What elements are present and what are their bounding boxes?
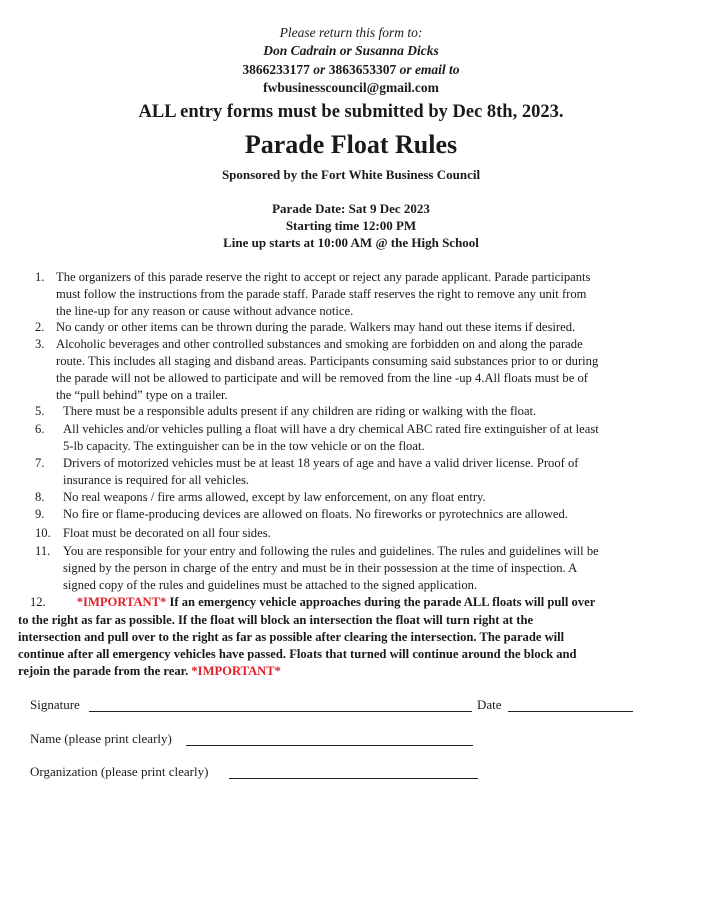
rule-12-line-2: to the right as far as possible. If the float will block an intersection the float will turn right at the	[18, 613, 534, 627]
contact-names: Don Cadrain or Susanna Dicks	[263, 43, 439, 58]
phone-2: 3863653307	[328, 62, 397, 77]
rule-line: Float must be decorated on all four sides.	[63, 526, 271, 540]
rule-number: 8.	[35, 490, 45, 504]
rule-12-text: If an emergency vehicle approaches during the parade ALL floats will pull over	[166, 595, 596, 609]
rule-number: 12.	[30, 595, 46, 609]
rule-line: signed by the person in charge of the entry and must be in their possession at the time of inspection. A	[63, 561, 578, 575]
rule-line: The organizers of this parade reserve the right to accept or reject any parade applicant. Parade participants	[56, 270, 591, 284]
important-marker: *IMPORTANT*	[191, 664, 281, 678]
page-title: Parade Float Rules	[244, 130, 458, 159]
signature-field[interactable]	[89, 711, 472, 712]
rule-line: Alcoholic beverages and other controlled substances and smoking are forbidden on and along the parade	[56, 337, 583, 351]
rule-12-line-4: continue after all emergency vehicles have passed. Floats that turned will continue around the block and	[18, 647, 577, 661]
rule-line: route. This includes all staging and disband areas. Participants consuming said substances prior to or during	[56, 354, 599, 368]
rule-line: You are responsible for your entry and following the rules and guidelines. The rules and guidelines will be	[63, 544, 599, 558]
rule-line: the parade will not be allowed to participate and will be removed from the line -up 4.All floats must be of	[56, 371, 588, 385]
signature-label: Signature	[30, 697, 80, 712]
rule-12-text: rejoin the parade from the rear.	[18, 664, 192, 678]
rule-number: 1.	[35, 270, 45, 284]
rule-line: No real weapons / fire arms allowed, except by law enforcement, on any float entry.	[63, 490, 486, 504]
rule-line: No fire or flame-producing devices are allowed on floats. No fireworks or pyrotechnics are allowed.	[63, 507, 568, 521]
rule-number: 7.	[35, 456, 45, 470]
rule-number: 9.	[35, 507, 45, 521]
or-text: or	[309, 62, 329, 77]
date-label: Date	[477, 697, 502, 712]
rule-number: 5.	[35, 404, 45, 418]
rule-line: the “pull behind” type on a trailer.	[56, 388, 228, 402]
rule-12-line-1	[30, 594, 595, 611]
phone-1: 3866233177	[242, 62, 310, 77]
rule-line: Drivers of motorized vehicles must be at least 18 years of age and have a valid driver license. Proof of	[63, 456, 579, 470]
rule-line: No candy or other items can be thrown during the parade. Walkers may hand out these items if desired.	[56, 320, 576, 334]
name-label: Name (please print clearly)	[30, 731, 172, 746]
rule-number: 2.	[35, 320, 45, 334]
rule-12-line-3: intersection and pull over to the right as far as possible after clearing the intersection. The parade will	[18, 630, 565, 644]
rule-number: 6.	[35, 422, 45, 436]
contact-email: fwbusinesscouncil@gmail.com	[263, 80, 439, 95]
parade-date: Parade Date: Sat 9 Dec 2023	[272, 201, 430, 216]
or-email-text: or email to	[396, 62, 460, 77]
rule-line: There must be a responsible adults present if any children are riding or walking with the float.	[63, 404, 537, 418]
important-marker: *IMPORTANT*	[76, 595, 167, 609]
name-field[interactable]	[186, 745, 473, 746]
organization-label: Organization (please print clearly)	[30, 764, 209, 779]
organization-field[interactable]	[229, 778, 478, 779]
rule-line: 5-lb capacity. The extinguisher can be in the tow vehicle or on the float.	[63, 439, 425, 453]
rule-number: 11.	[35, 544, 51, 558]
sponsor-line: Sponsored by the Fort White Business Council	[221, 167, 481, 182]
rule-line: signed copy of the rules and guidelines must be attached to the signed application.	[63, 578, 478, 592]
rule-line: the line-up for any reason or cause without advance notice.	[56, 304, 354, 318]
submission-deadline: ALL entry forms must be submitted by Dec 8th, 2023.	[138, 102, 564, 122]
contact-phones	[0, 62, 702, 78]
rule-number: 3.	[35, 337, 45, 351]
lineup-info: Line up starts at 10:00 AM @ the High School	[223, 235, 479, 250]
start-time: Starting time 12:00 PM	[285, 218, 417, 233]
rule-12-line-5	[18, 663, 281, 680]
date-field[interactable]	[508, 711, 633, 712]
rule-line: insurance is required for all vehicles.	[63, 473, 250, 487]
rule-line: must follow the instructions from the parade staff. Parade staff reserves the right to remove any unit from	[56, 287, 587, 301]
return-instruction: Please return this form to:	[279, 25, 423, 40]
rule-line: All vehicles and/or vehicles pulling a float will have a dry chemical ABC rated fire extinguisher of at least	[63, 422, 599, 436]
rule-number: 10.	[35, 526, 51, 540]
